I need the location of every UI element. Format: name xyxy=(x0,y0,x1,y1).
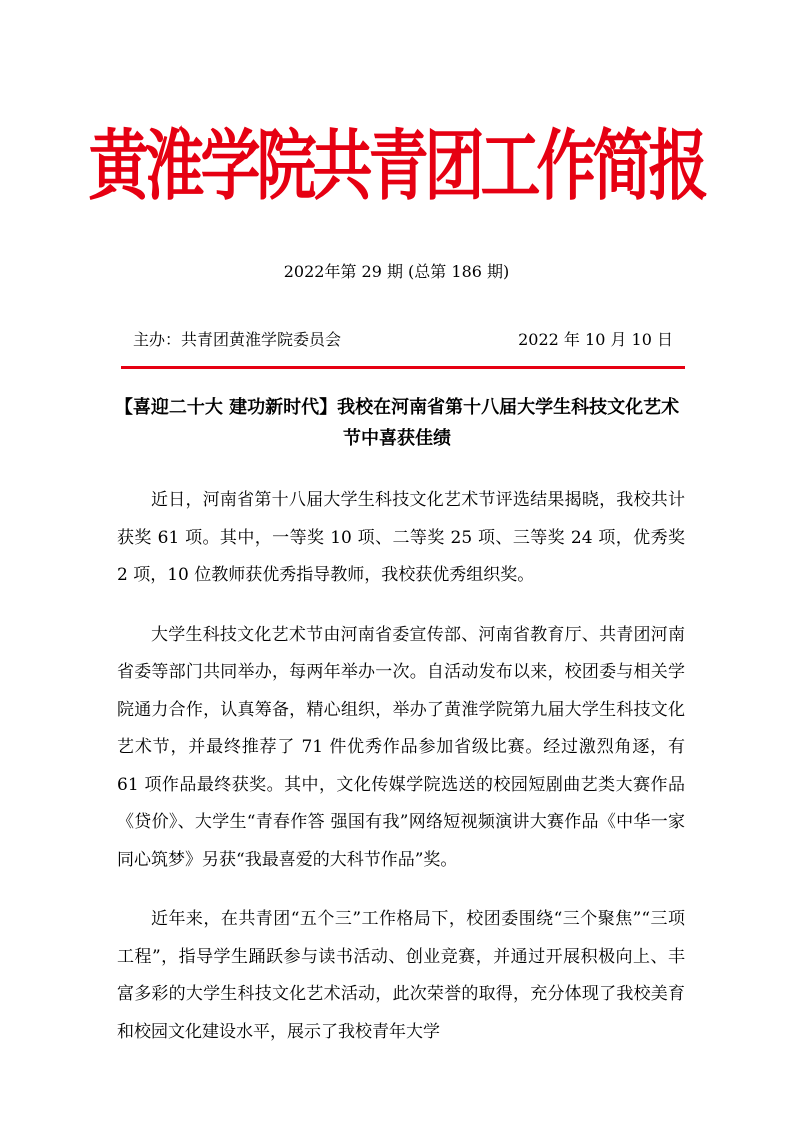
issue-number: 2022年第 29 期 (总第 186 期) xyxy=(283,262,510,281)
publication-meta xyxy=(133,327,673,353)
paragraph-3: 近年来，在共青团“五个三”工作格局下，校团委围绕“三个聚焦”“三项工程”，指导学生踊跃参与读书活动、创业竞赛，并通过开展积极向上、丰富多彩的大学生科技文化艺术活动，此次荣誉的取得，充分体现了我校美育和校园文化建设水平，展示了我校青年大学 xyxy=(117,909,685,1042)
newsletter-masthead: 黄淮学院共青团工作简报 xyxy=(88,122,705,212)
publish-date: 2022 年 10 月 10 日 xyxy=(518,330,673,349)
organizer: 主办：共青团黄淮学院委员会 xyxy=(133,330,342,349)
header-divider xyxy=(121,366,685,369)
article-title: 【喜迎二十大 建功新时代】我校在河南省第十八届大学生科技文化艺术节中喜获佳绩 xyxy=(114,397,680,449)
paragraph-1: 近日，河南省第十八届大学生科技文化艺术节评选结果揭晓，我校共计获奖 61 项。其中，一等奖 10 项、二等奖 25 项、三等奖 24 项，优秀奖 2 项，10 位教师获优秀指导教师，我校获优秀组织奖。 xyxy=(117,490,685,585)
article-body xyxy=(117,482,685,1073)
paragraph-2: 大学生科技文化艺术节由河南省委宣传部、河南省教育厅、共青团河南省委等部门共同举办，每两年举办一次。自活动发布以来，校团委与相关学院通力合作，认真筹备，精心组织，举办了黄淮学院第九届大学生科技文化艺术节，并最终推荐了 71 件优秀作品参加省级比赛。经过激烈角逐，有 61 项作品最终获奖。其中，文化传媒学院选送的校园短剧曲艺类大赛作品《贷价》、大学生“青春作答 强国有我”网络短视频演讲大赛作品《中华一家 同心筑梦》另获“我最喜爱的大科节作品”奖。 xyxy=(117,624,685,870)
